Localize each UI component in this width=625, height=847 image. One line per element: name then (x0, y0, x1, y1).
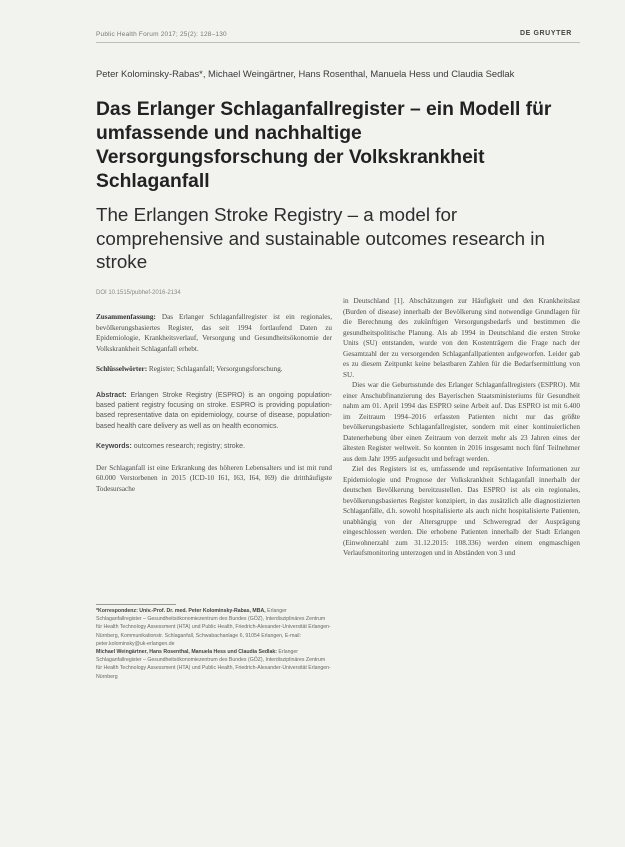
journal-citation: Public Health Forum 2017; 25(2): 128–130 (96, 31, 227, 38)
body-paragraph: Der Schlaganfall ist eine Erkrankung des höheren Lebensalters und ist mit rund 60.000 Verstorbenen in 2015 (ICD-10 I61, I63, I64, I69) die dritthäufigste Todesursache (96, 463, 332, 493)
abstract (96, 391, 332, 433)
schluesselwoerter-text: Register; Schlaganfall; Versorgungsforschung. (148, 365, 283, 373)
keywords-text: outcomes research; registry; stroke. (133, 443, 246, 451)
abstract-label: Abstract: (96, 391, 127, 399)
header-rule (96, 42, 580, 43)
zusammenfassung-text: Das Erlanger Schlaganfallregister ist ein regionales, bevölkerungsbasiertes Register, das seit 1994 fortlaufend Daten zu Epidemiologie, Krankheitsverlauf, Versorgung und Gesundheitsökonomie der Volkskrankheit Schlaganfall erhebt. (96, 313, 332, 353)
footnote-corresponding-label: *Korrespondenz: Univ.-Prof. Dr. med. Peter Kolominsky-Rabas, MBA, (96, 608, 266, 614)
right-column (343, 296, 580, 559)
footnote-corresponding-text: Erlanger Schlaganfallregister – Gesundheitsökonomiezentrum des Bundes (GÖZ), Interdisziplinäres Zentrum für Health Technology Assessment (HTA) und Public Health, Friedrich-Alexander-Universität Erlangen-Nürnberg, Kommunikationstr. Schlaganfall, Schwabachanlage 6, 91054 Erlangen, E-mail: peter.kolominsky@uk-erlangen.de (96, 608, 331, 647)
footnote-coauthors-text: Erlanger Schlaganfallregister – Gesundheitsökonomiezentrum des Bundes (GÖZ), Interdisziplinäres Zentrum für Health Technology Assessment (HTA) und Public Health, Friedrich-Alexander-Universität Erlangen-Nürnberg (96, 649, 331, 680)
abstract-text: Erlangen Stroke Registry (ESPRO) is an ongoing population-based patient registry focusing on stroke. ESPRO is providing population-based representative data on epidemiology, course of disease, population-based health care delivery as well as on health economics. (96, 391, 332, 430)
footnote-rule (96, 604, 176, 605)
schluesselwoerter-label: Schlüsselwörter: (96, 365, 148, 373)
publisher-logo: DE GRUYTER (520, 30, 572, 37)
footnote-coauthors-label: Michael Weingärtner, Hans Rosenthal, Manuela Hess und Claudia Sedlak: (96, 649, 277, 656)
zusammenfassung (96, 312, 332, 354)
author-list: Peter Kolominsky-Rabas*, Michael Weingärtner, Hans Rosenthal, Manuela Hess und Claudia Sedlak (96, 68, 515, 79)
footnote (96, 607, 332, 681)
schluesselwoerter (96, 364, 332, 375)
right-paragraph-2: Dies war die Geburtsstunde des Erlanger Schlaganfallregisters (ESPRO). Mit einer Anschubfinanzierung des Bayerischen Staatsministeriums für Gesundheit nahm am 01. April 1994 das ESPRO seine Arbeit auf. Das ESPRO ist mit 6.400 im Zeitraum 1994–2016 erfassten Patienten nicht nur das größte bevölkerungsbasierte Schlaganfallregister, sondern mit einer kontinuierlichen Datenerhebung über einen Zeitraum von derzeit mehr als 23 Jahren eines der ältesten Register weltweit. So konnten in 2016 insgesamt noch fünf Teilnehmer aus dem Jahr 1995 aufgesucht und befragt werden. (343, 381, 580, 463)
right-paragraph-3: Ziel des Registers ist es, umfassende und repräsentative Informationen zur Epidemiologie und Prognose der Volkskrankheit Schlaganfall innerhalb der deutschen Bevölkerung bereitzustellen. Das ESPRO ist als ein regionales, bevölkerungsbasiertes Register konzipiert, in das zusätzlich alle diagnostizierten Schlaganfälle, d.h. sowohl hospitalisierte als auch nicht hospitalisierte Patienten, unabhängig von der Altersgruppe und Schweregrad der Ausprägung eingeschlossen werden. Die erhobene Patienten innerhalb der Stadt Erlangen (Einwohnerzahl zum 31.12.2015: 108.336) werden einem engmaschigen Verlaufsmonitoring unterzogen und in Abständen von 3 und (343, 465, 580, 557)
keywords-label: Keywords: (96, 443, 132, 451)
doi: DOI 10.1515/pubhef-2016-2134 (96, 290, 181, 296)
right-paragraph-1: in Deutschland [1]. Abschätzungen zur Häufigkeit und den Krankheitslast (Burden of disease) innerhalb der Bevölkerung sind notwendige Grundlagen für die Berechnung des zukünftigen Versorgungsbedarfs und bestimmen die gesundheitspolitische Planung. Als ab 1994 in Deutschland die ersten Stroke Units (SU) entstanden, wurde von den Kostenträgern die Frage nach der Gesamtzahl der zu versorgenden Schlaganfallpatienten aufgeworfen. Leider gab es zu diesem Zeitpunkt keine belastbaren Zahlen für die Bedarfsermittlung von SU. (343, 297, 580, 379)
title-english: The Erlangen Stroke Registry – a model for comprehensive and sustainable outcomes research in stroke (96, 204, 545, 272)
zusammenfassung-label: Zusammenfassung: (96, 313, 156, 321)
left-column (96, 312, 332, 504)
keywords (96, 442, 332, 452)
title-german: Das Erlanger Schlaganfallregister – ein Modell für umfassende und nachhaltige Versorgungsforschung der Volkskrankheit Schlaganfall (96, 99, 552, 192)
